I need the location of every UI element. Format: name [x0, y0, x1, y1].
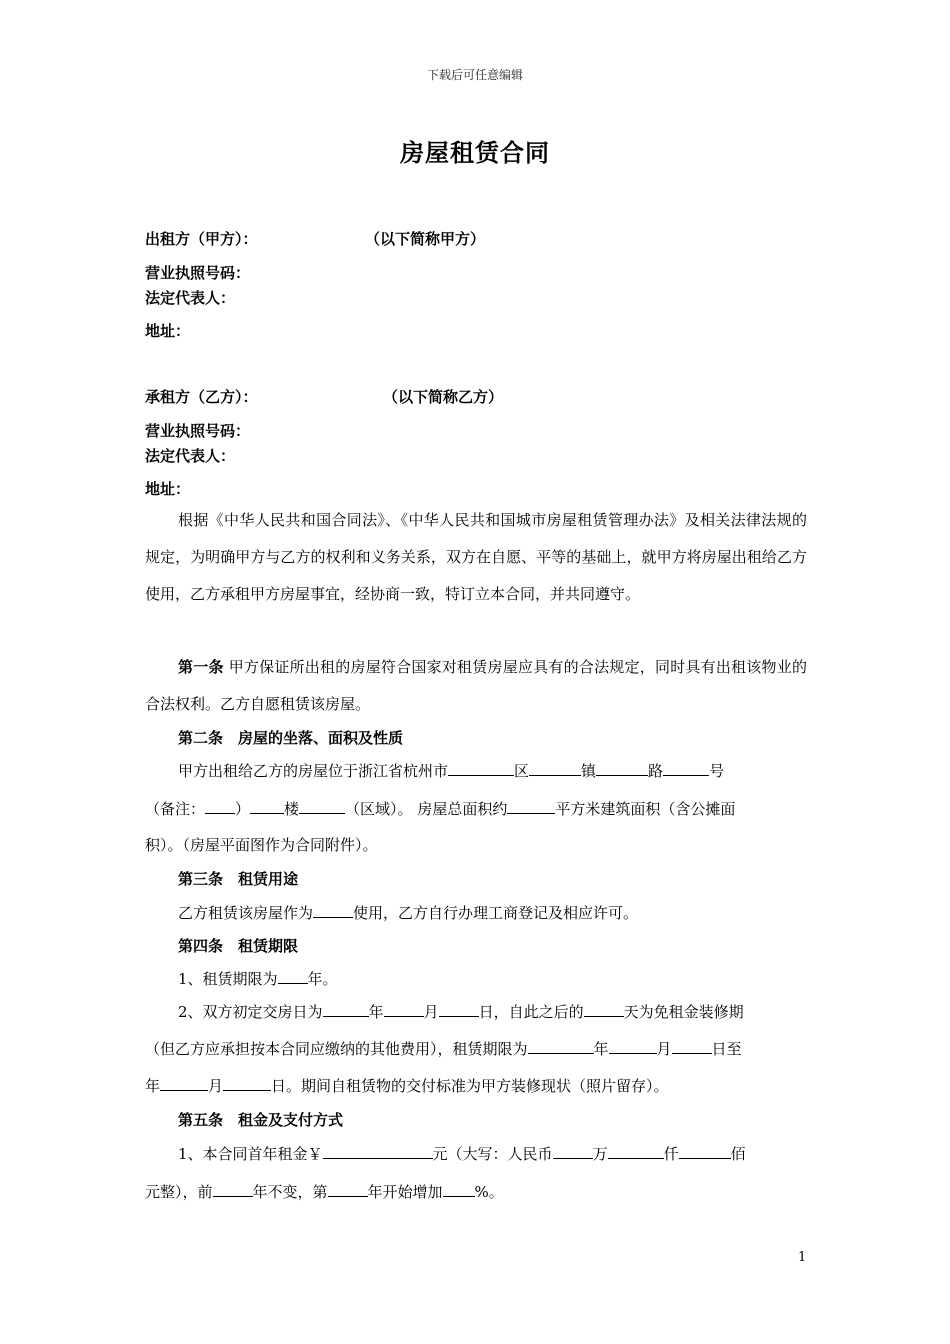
- blank-total-area: [507, 799, 555, 814]
- party-b-alias: （以下简称乙方）: [383, 388, 504, 406]
- blank-qian: [608, 1144, 664, 1159]
- blank-start-day: [672, 1039, 712, 1054]
- blank-road: [596, 761, 648, 776]
- blank-usage: [313, 903, 353, 918]
- blank-town: [529, 761, 581, 776]
- party-b-address-label: 地址：: [145, 480, 191, 498]
- blank-remark: [205, 799, 235, 814]
- article-2-line-3: 积）。（房屋平面图作为合同附件）。: [145, 836, 378, 854]
- article-5-line-1: 1、本合同首年租金￥ 元（大写：人民币 万 仟 佰: [178, 1145, 746, 1163]
- preamble-paragraph: 根据《中华人民共和国合同法》、《中华人民共和国城市房屋租赁管理办法》及相关法律法规的规定，为明确甲方与乙方的权利和义务关系，双方在自愿、平等的基础上，就甲方将房屋出租给乙方使用，乙方承租甲方房屋事宜，经协商一致，特订立本合同，并共同遵守。: [145, 511, 807, 603]
- party-a-label: 出租方（甲方）：: [145, 230, 258, 248]
- article-2-line-2: （备注： ） 楼 （区域）。 房屋总面积约 平方米建筑面积（含公摊面: [145, 800, 736, 818]
- blank-increase-percent: [443, 1182, 475, 1197]
- article-1-paragraph: [145, 649, 807, 723]
- blank-district: [448, 761, 514, 776]
- article-4-item-2-line-1: 2、双方初定交房日为 年 月 日，自此之后的 天为免租金装修期: [178, 1003, 744, 1021]
- party-b-license-label: 营业执照号码：: [145, 422, 251, 440]
- blank-rent-amount: [323, 1144, 433, 1159]
- party-a-address-label: 地址：: [145, 322, 191, 340]
- article-4-item-2-line-2: （但乙方应承担按本合同应缴纳的其他费用），租赁期限为 年 月 日至: [145, 1040, 742, 1058]
- blank-free-days: [584, 1002, 624, 1017]
- article-2-line-1: 甲方出租给乙方的房屋位于浙江省杭州市 区 镇 路 号: [178, 762, 725, 780]
- article-1-heading: 第一条: [178, 658, 224, 676]
- blank-day: [439, 1002, 479, 1017]
- blank-start-month: [609, 1039, 657, 1054]
- article-1-text: 甲方保证所出租的房屋符合国家对租赁房屋应具有的合法规定，同时具有出租该物业的合法权利。乙方自愿租赁该房屋。: [145, 658, 807, 713]
- party-a-rep-label: 法定代表人：: [145, 289, 236, 307]
- article-4-heading: 第四条 租赁期限: [178, 937, 299, 955]
- blank-number: [663, 761, 709, 776]
- article-5-heading: 第五条 租金及支付方式: [178, 1111, 344, 1129]
- article-3-text: 乙方租赁该房屋作为 使用，乙方自行办理工商登记及相应许可。: [178, 904, 639, 922]
- blank-fixed-years: [213, 1182, 253, 1197]
- blank-wan: [553, 1144, 593, 1159]
- party-b-label: 承租方（乙方）：: [145, 388, 258, 406]
- article-4-item-2-line-3: 年 月 日。期间自租赁物的交付标准为甲方装修现状（照片留存）。: [145, 1077, 669, 1095]
- party-a-license-label: 营业执照号码：: [145, 264, 251, 282]
- document-title: 房屋租赁合同: [400, 139, 550, 167]
- blank-increase-year: [328, 1182, 368, 1197]
- article-2-heading: 第二条 房屋的坐落、面积及性质: [178, 729, 404, 747]
- header-note: 下载后可任意编辑: [426, 68, 523, 82]
- article-3-heading: 第三条 租赁用途: [178, 870, 299, 888]
- article-5-line-2: 元整），前 年不变，第 年开始增加 %。: [145, 1183, 504, 1201]
- article-4-item-1: 1、租赁期限为 年。: [178, 970, 338, 988]
- party-a-alias: （以下简称甲方）: [365, 230, 486, 248]
- blank-bai: [679, 1144, 731, 1159]
- blank-area-zone: [299, 799, 345, 814]
- blank-lease-years: [278, 969, 308, 984]
- blank-year: [323, 1002, 369, 1017]
- blank-month: [384, 1002, 424, 1017]
- blank-start-year: [528, 1039, 594, 1054]
- page-number: 1: [798, 1250, 807, 1265]
- blank-end-month: [160, 1076, 208, 1091]
- party-b-rep-label: 法定代表人：: [145, 447, 236, 465]
- blank-end-day: [223, 1076, 271, 1091]
- blank-floor: [250, 799, 284, 814]
